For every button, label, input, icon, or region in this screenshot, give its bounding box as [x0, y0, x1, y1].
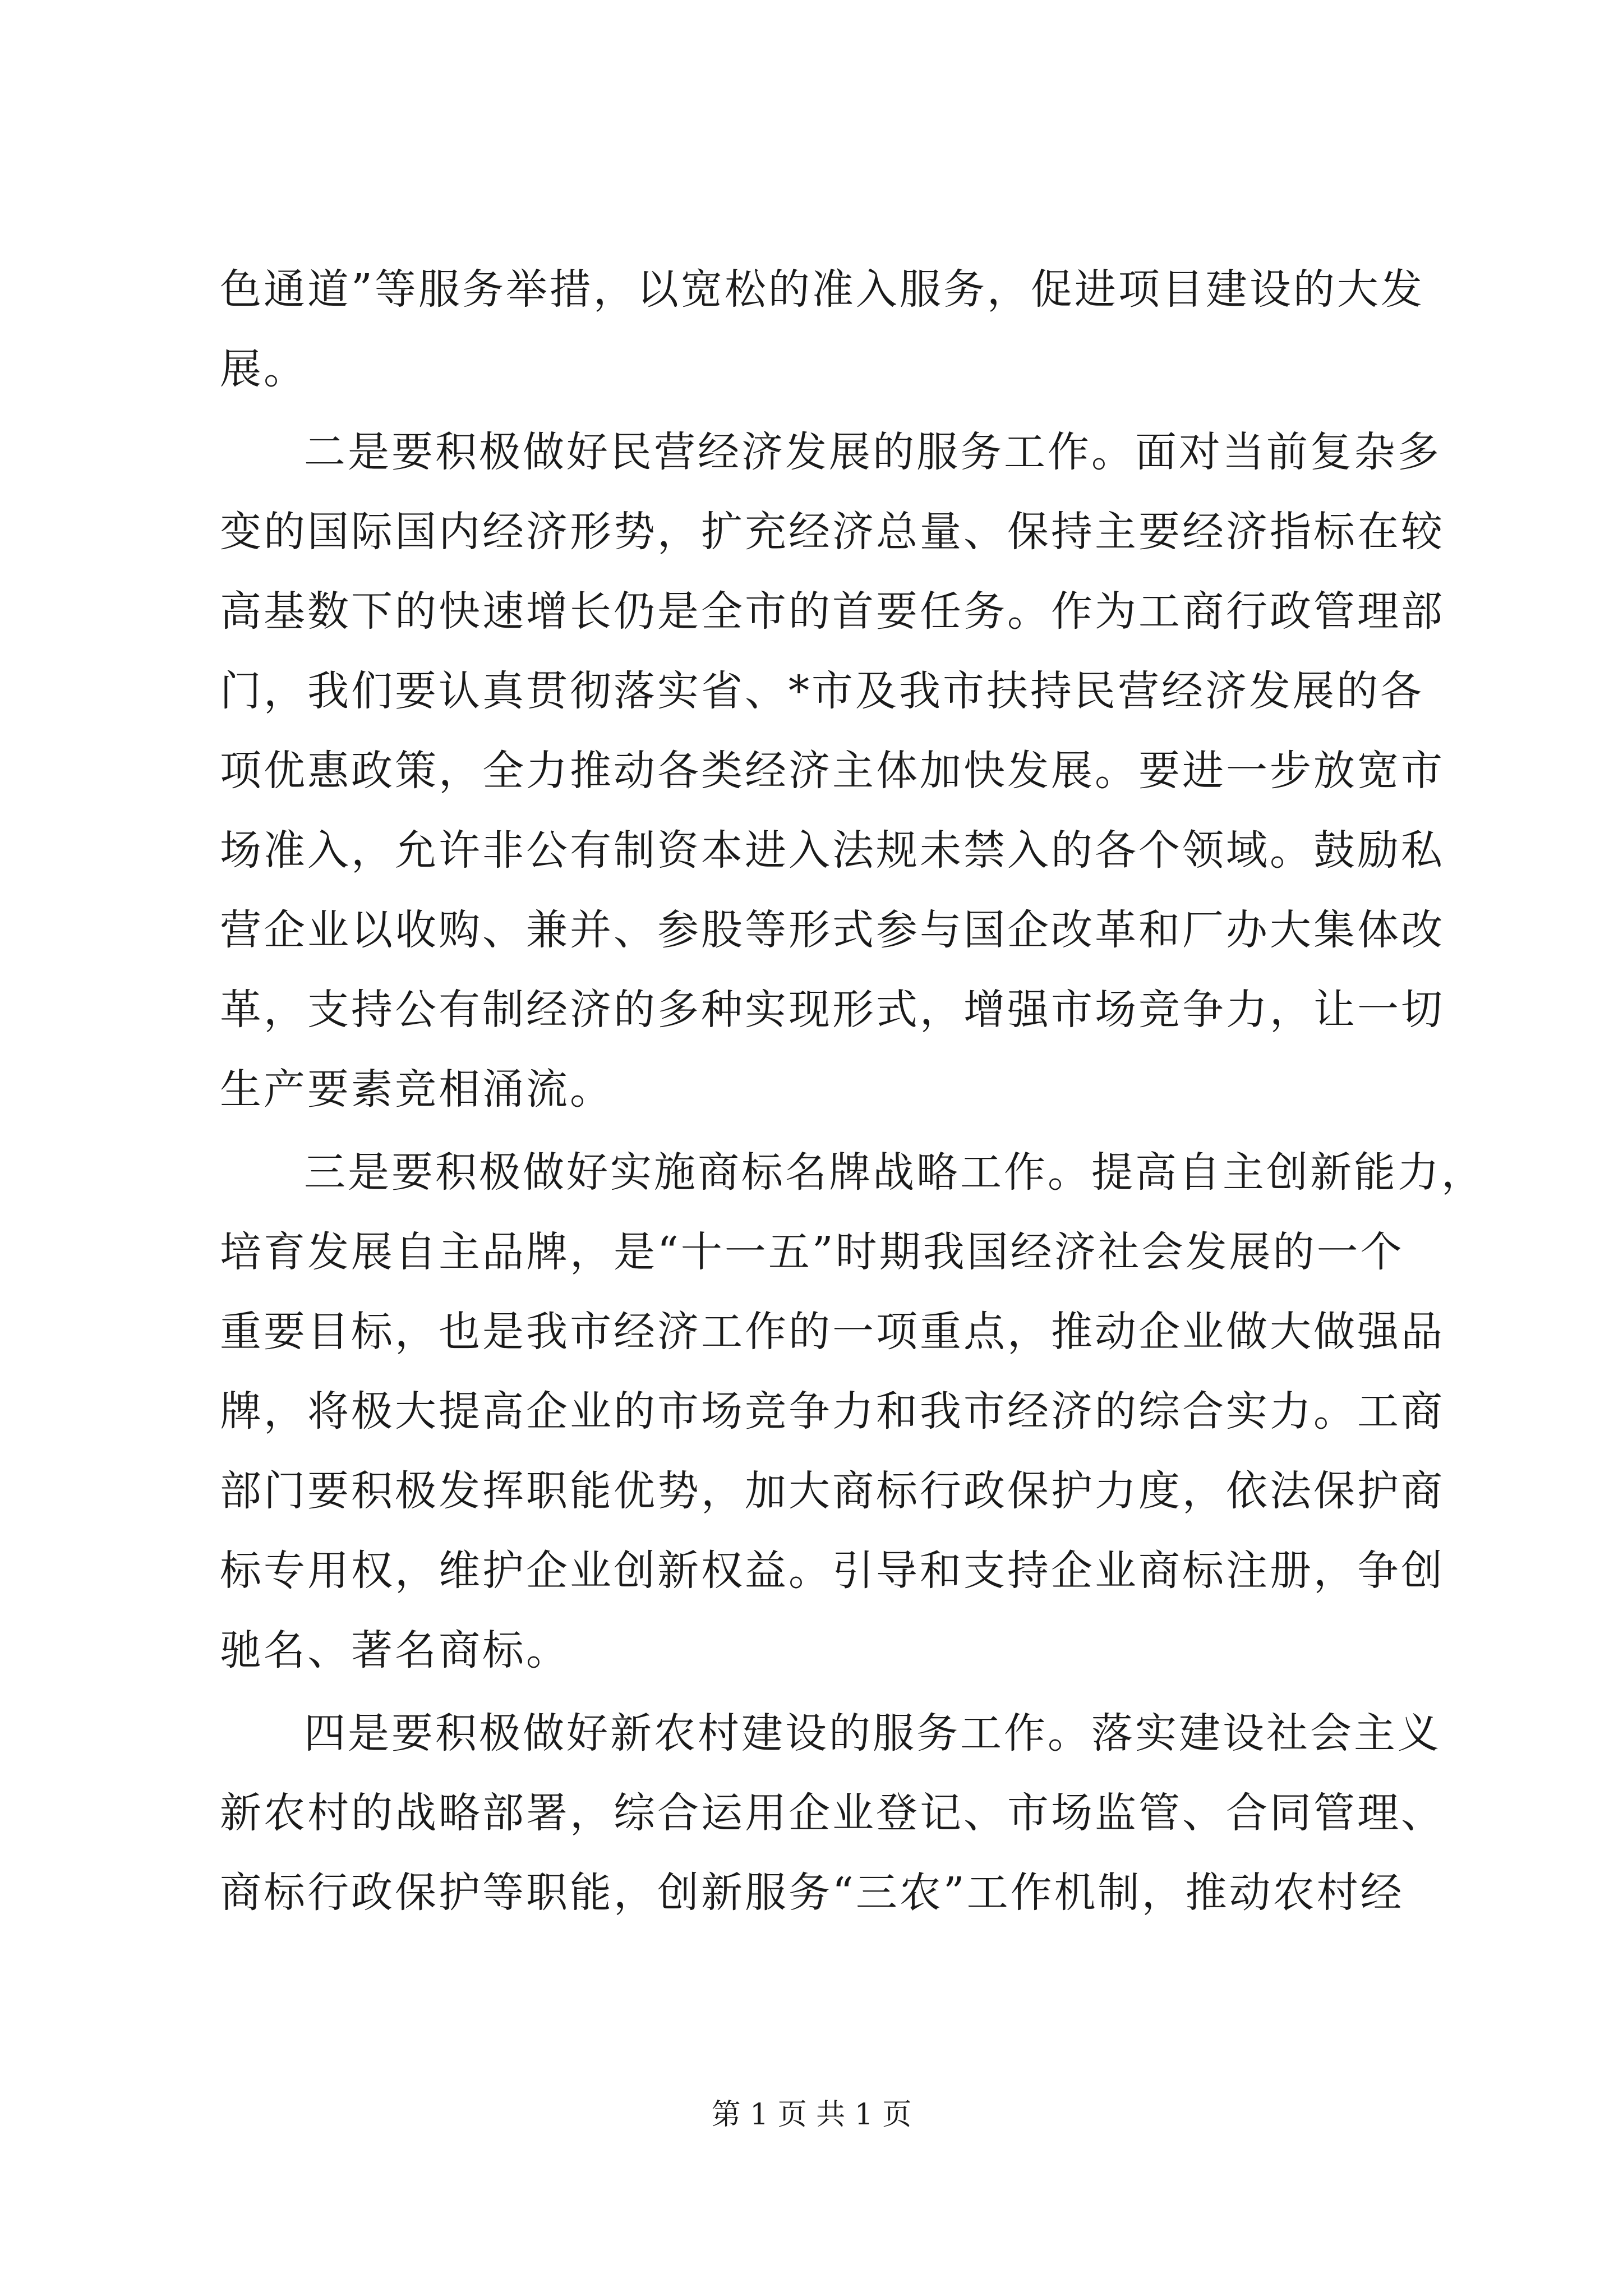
paragraph-start-line: 三是要积极做好实施商标名牌战略工作。提高自主创新能力，	[304, 1148, 1485, 1197]
paragraph-start-line: 四是要积极做好新农村建设的服务工作。落实建设社会主义	[304, 1709, 1441, 1757]
text-line: 色通道”等服务举措，以宽松的准入服务，促进项目建设的大发	[220, 265, 1424, 314]
text-line: 部门要积极发挥职能优势，加大商标行政保护力度，依法保护商	[220, 1467, 1445, 1515]
text-line: 重要目标，也是我市经济工作的一项重点，推动企业做大做强品	[220, 1308, 1445, 1356]
text-line: 培育发展自主品牌，是“十一五”时期我国经济社会发展的一个	[220, 1228, 1404, 1276]
paragraph-start-line: 二是要积极做好民营经济发展的服务工作。面对当前复杂多	[304, 428, 1441, 476]
text-line: 新农村的战略部署，综合运用企业登记、市场监管、合同管理、	[220, 1789, 1445, 1837]
text-line: 项优惠政策，全力推动各类经济主体加快发展。要进一步放宽市	[220, 747, 1445, 795]
text-line: 变的国际国内经济形势，扩充经济总量、保持主要经济指标在较	[220, 508, 1445, 556]
text-line: 革，支持公有制经济的多种实现形式，增强市场竞争力，让一切	[220, 986, 1445, 1034]
page-footer: 第 1 页 共 1 页	[711, 2098, 912, 2132]
text-line: 驰名、著名商标。	[220, 1626, 570, 1674]
text-line: 场准入，允许非公有制资本进入法规未禁入的各个领域。鼓励私	[220, 826, 1445, 875]
text-line: 高基数下的快速增长仍是全市的首要任务。作为工商行政管理部	[220, 587, 1445, 636]
text-line: 标专用权，维护企业创新权益。引导和支持企业商标注册，争创	[220, 1547, 1445, 1595]
text-line: 牌，将极大提高企业的市场竞争力和我市经济的综合实力。工商	[220, 1387, 1445, 1435]
text-line: 展。	[220, 345, 307, 393]
text-line: 门，我们要认真贯彻落实省、*市及我市扶持民营经济发展的各	[220, 667, 1424, 715]
text-line: 营企业以收购、兼并、参股等形式参与国企改革和厂办大集体改	[220, 906, 1445, 954]
text-line: 商标行政保护等职能，创新服务“三农”工作机制，推动农村经	[220, 1869, 1404, 1917]
text-line: 生产要素竞相涌流。	[220, 1065, 614, 1114]
